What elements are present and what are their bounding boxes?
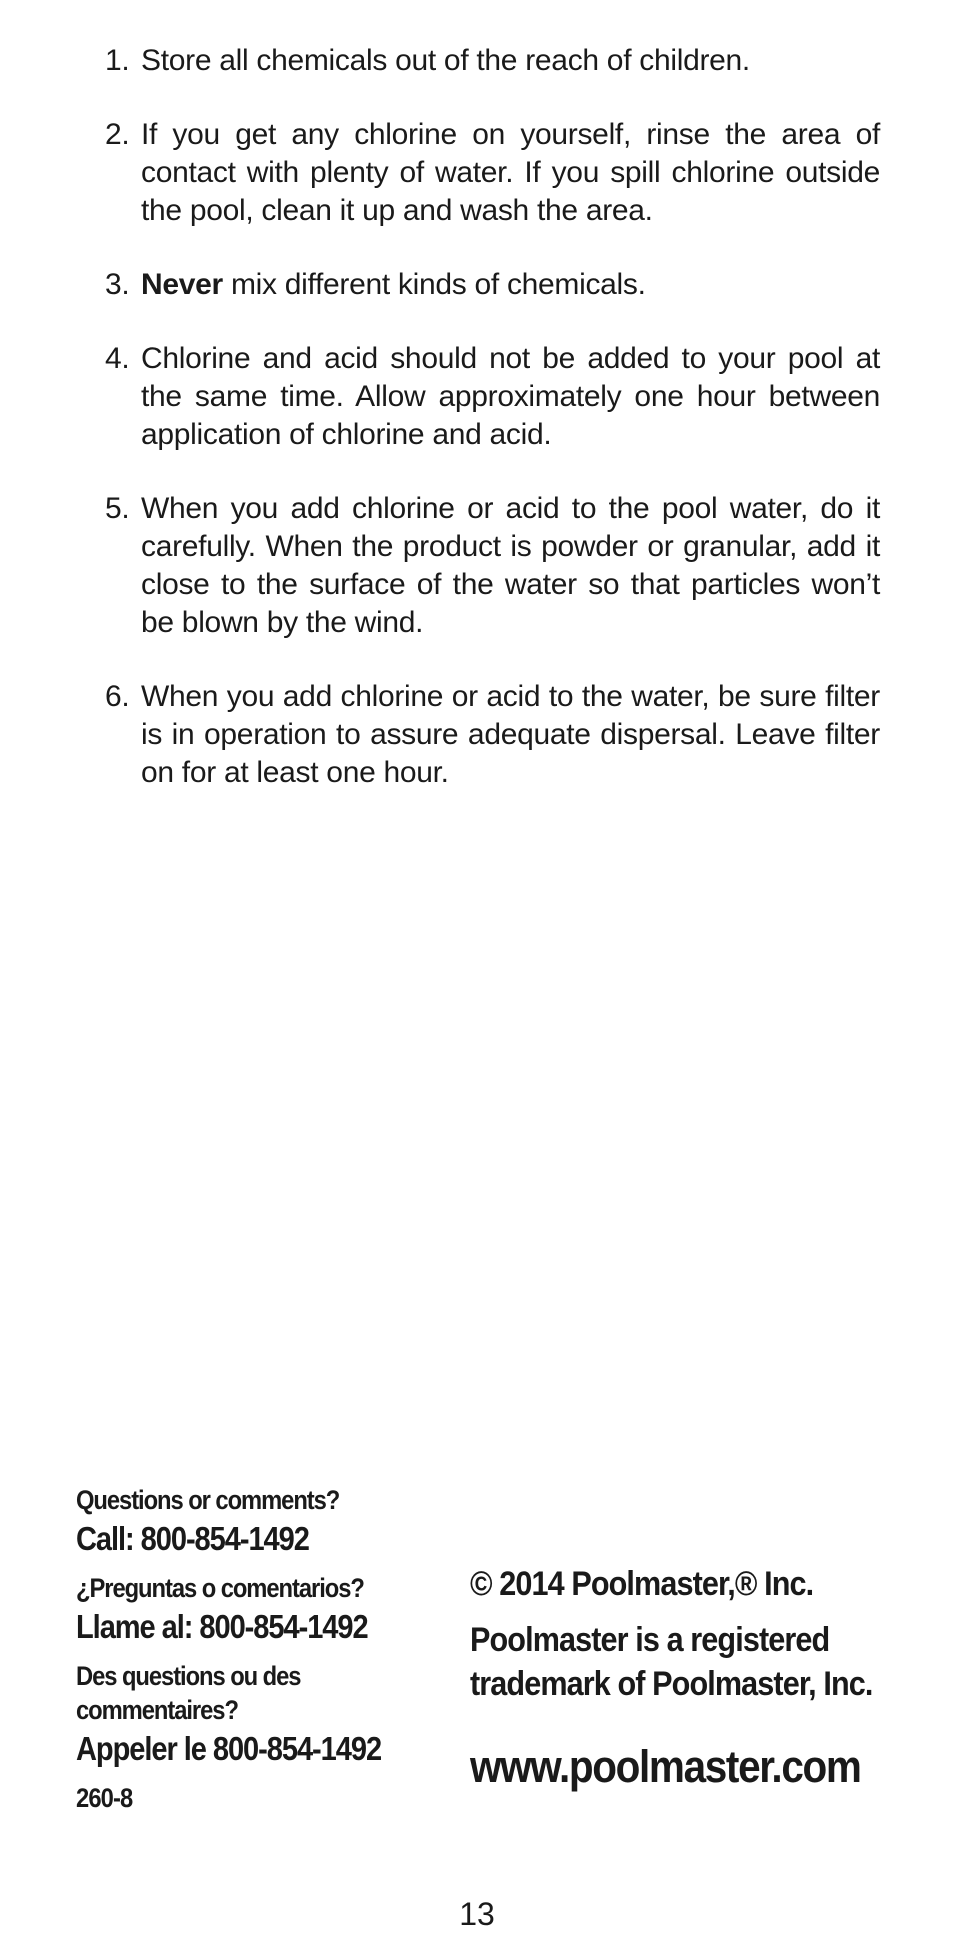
- spanish-question: ¿Preguntas o comentarios?: [76, 1573, 364, 1603]
- spanish-phone: Llame al: 800-854-1492: [76, 1608, 368, 1645]
- company-block: [470, 1562, 940, 1794]
- french-phone: Appeler le 800-854-1492: [76, 1730, 382, 1767]
- instruction-emphasis: Never: [141, 268, 223, 301]
- instruction-text: When you add chlorine or acid to the water, be sure filter is in operation to assure adequate dispersal. Leave filter on for at least one hour.: [141, 680, 880, 789]
- trademark-line-2: trademark of Poolmaster, Inc.: [470, 1665, 873, 1703]
- english-question: Questions or comments?: [76, 1485, 340, 1515]
- instruction-item-1: [105, 42, 880, 80]
- instruction-number: 6.: [105, 680, 130, 713]
- instruction-item-6: [105, 678, 880, 792]
- instruction-item-4: [105, 340, 880, 454]
- page-number: 13: [459, 1896, 495, 1932]
- english-phone: Call: 800-854-1492: [76, 1520, 309, 1557]
- instruction-item-2: [105, 116, 880, 230]
- instruction-number: 3.: [105, 268, 130, 301]
- trademark-line-1: Poolmaster is a registered: [470, 1621, 830, 1659]
- instruction-text: If you get any chlorine on yourself, rinse the area of contact with plenty of water. If you spill chlorine outside the pool, clean it up and wash the area.: [141, 118, 880, 227]
- copyright-notice: © 2014 Poolmaster,® Inc.: [470, 1565, 814, 1603]
- contact-block: [76, 1483, 456, 1815]
- safety-instructions-list: [105, 42, 880, 828]
- instruction-item-3: [105, 266, 880, 304]
- instruction-text: When you add chlorine or acid to the pool water, do it carefully. When the product is powder or granular, add it close to the surface of the water so that particles won’t be blown by the wind.: [141, 492, 880, 639]
- french-question-line2: commentaires?: [76, 1695, 238, 1725]
- instruction-item-5: [105, 490, 880, 642]
- instruction-text: mix different kinds of chemicals.: [222, 268, 646, 301]
- website-link[interactable]: www.poolmaster.com: [470, 1741, 861, 1792]
- instruction-text: Store all chemicals out of the reach of children.: [141, 44, 750, 77]
- instruction-number: 1.: [105, 44, 130, 77]
- instruction-number: 4.: [105, 342, 130, 375]
- instruction-text: Chlorine and acid should not be added to your pool at the same time. Allow approximately one hour between application of chlorine and acid.: [141, 342, 880, 451]
- instruction-number: 5.: [105, 492, 130, 525]
- product-code: 260-8: [76, 1783, 133, 1813]
- instruction-number: 2.: [105, 118, 130, 151]
- french-question-line1: Des questions ou des: [76, 1661, 301, 1691]
